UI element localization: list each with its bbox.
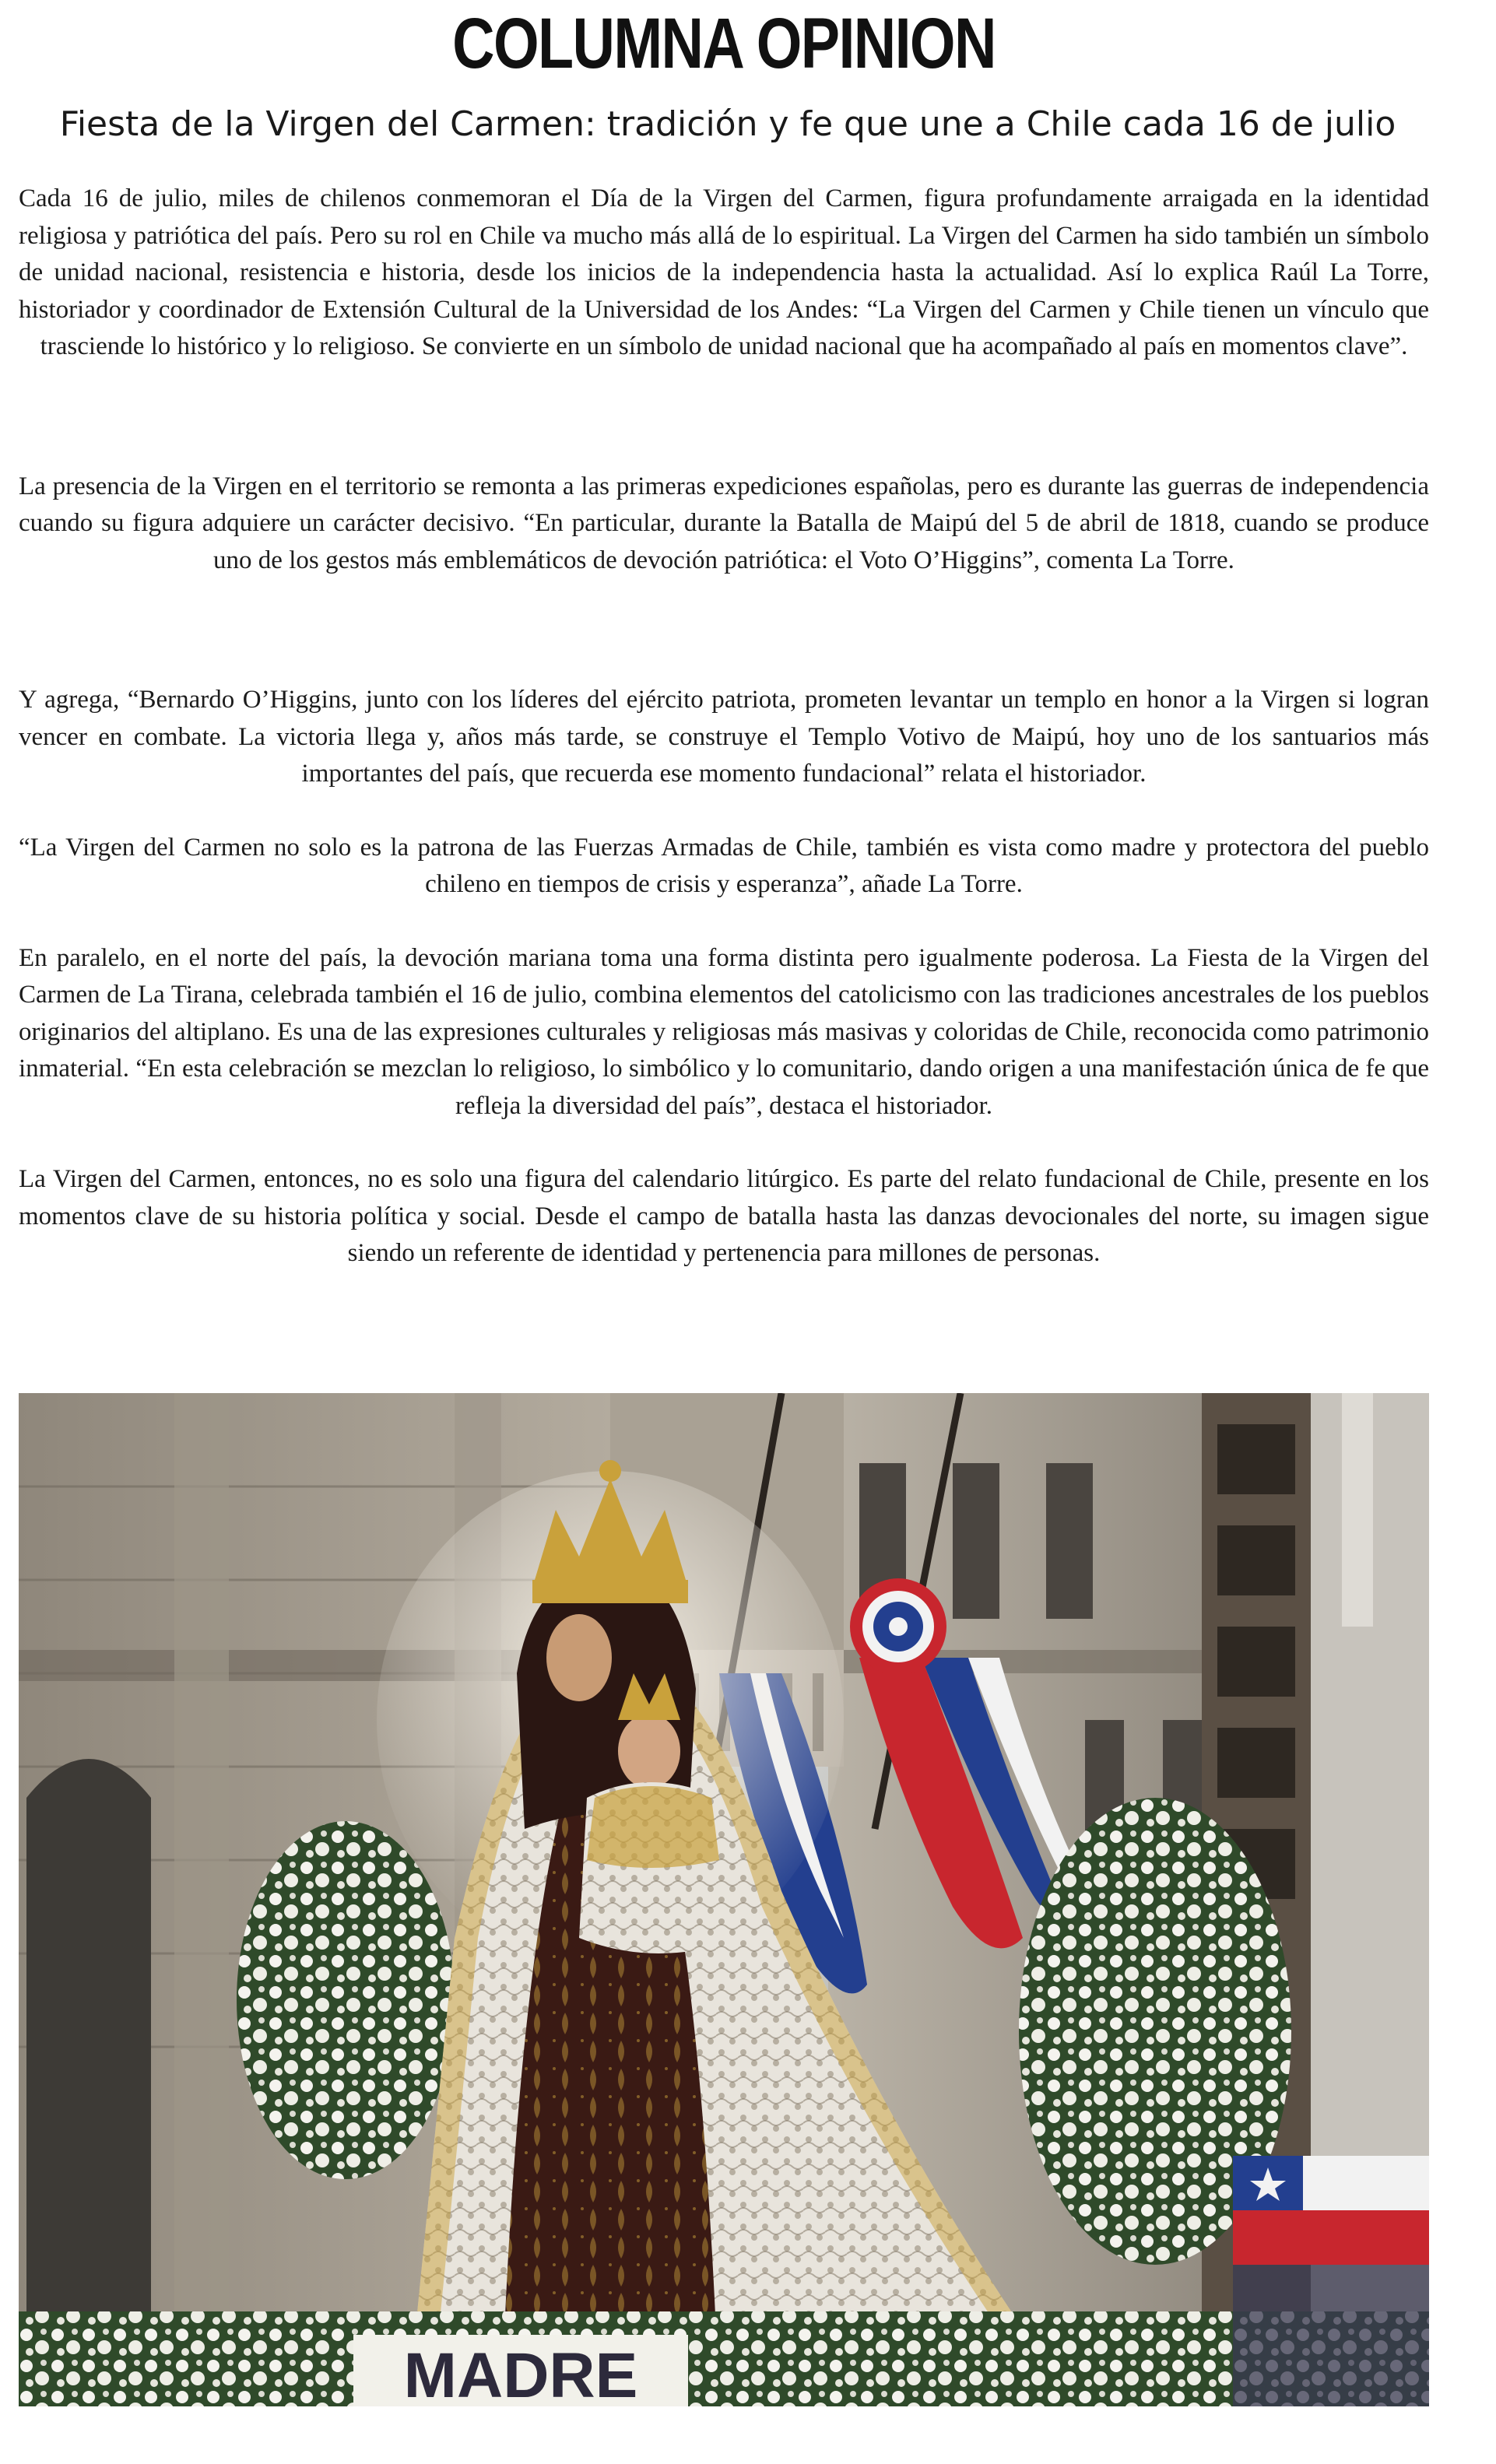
flower-arrangement-left [237, 1821, 455, 2179]
window [953, 1463, 999, 1619]
article-paragraph: La presencia de la Virgen en el territorio se remonta a las primeras expediciones españolas, pero es durante las guerras de independencia cuando su figura adquiere un carácter decisivo. “En particular, durante la Batalla de Maipú del 5 de abril de 1818, cuando se produce uno de los gestos más emblemáticos de devoción patriótica: el Voto O’Higgins”, comenta La Torre. [19, 472, 1429, 574]
column-title: COLUMNA OPINION [452, 4, 996, 83]
article-paragraph: “La Virgen del Carmen no solo es la patrona de las Fuerzas Armadas de Chile, también es vista como madre y protectora del pueblo chileno en tiempos de crisis y esperanza”, añade La Torre. [19, 833, 1429, 898]
arched-window [26, 1759, 151, 2406]
article-paragraph: Cada 16 de julio, miles de chilenos conmemoran el Día de la Virgen del Carmen, figura profundamente arraigada en la identidad religiosa y patriótica del país. Pero su rol en Chile va mucho más allá de lo espiritual. La Virgen del Carmen ha sido también un símbolo de unidad nacional, resistencia e historia, desde los inicios de la independencia hasta la actualidad. Así lo explica Raúl La Torre, historiador y coordinador de Extensión Cultural de la Universidad de los Andes: “La Virgen del Carmen y Chile tienen un vínculo que trasciende lo histórico y lo religioso. Se convierte en un símbolo de unidad nacional que ha acompañado al país en momentos clave”. [19, 184, 1429, 360]
article-paragraph: En paralelo, en el norte del país, la devoción mariana toma una forma distinta pero igualmente poderosa. La Fiesta de la Virgen del Carmen de La Tirana, celebrada también el 16 de julio, combina elementos del catolicismo con las tradiciones ancestrales de los pueblos originarios del altiplano. Es una de las expresiones culturales y religiosas más masivas y coloridas de Chile, reconocida como patrimonio inmaterial. “En esta celebración se mezclan lo religioso, lo simbólico y lo comunitario, dando origen a una manifestación única de fe que refleja la diversidad del país”, destaca el historiador. [19, 943, 1429, 1120]
virgen-del-carmen-procession-photo [19, 1393, 1429, 2406]
tricolor-cockade [850, 1578, 946, 1675]
procession-illustration [19, 1393, 1429, 2406]
floral-base [19, 2311, 1429, 2406]
article-headline: Fiesta de la Virgen del Carmen: tradición y fe que une a Chile cada 16 de julio [59, 104, 1396, 144]
virgin-face [546, 1614, 612, 1701]
article-body [19, 181, 1429, 1272]
floral-word: MADRE [403, 2340, 638, 2406]
article-paragraph: La Virgen del Carmen, entonces, no es solo una figura del calendario litúrgico. Es parte del relato fundacional de Chile, presente en los momentos clave de su historia política y social. Desde el campo de batalla hasta las danzas devocionales del norte, su imagen sigue siendo un referente de identidad y pertenencia para millones de personas. [19, 1165, 1429, 1267]
article-paragraph: Y agrega, “Bernardo O’Higgins, junto con los líderes del ejército patriota, prometen levantar un templo en honor a la Virgen si logran vencer en combate. La victoria llega y, años más tarde, se construye el Templo Votivo de Maipú, hoy uno de los santuarios más importantes del país, que recuerda ese momento fundacional” relata el historiador. [19, 686, 1429, 788]
window [1046, 1463, 1093, 1619]
chile-flag-small [1233, 2156, 1429, 2265]
